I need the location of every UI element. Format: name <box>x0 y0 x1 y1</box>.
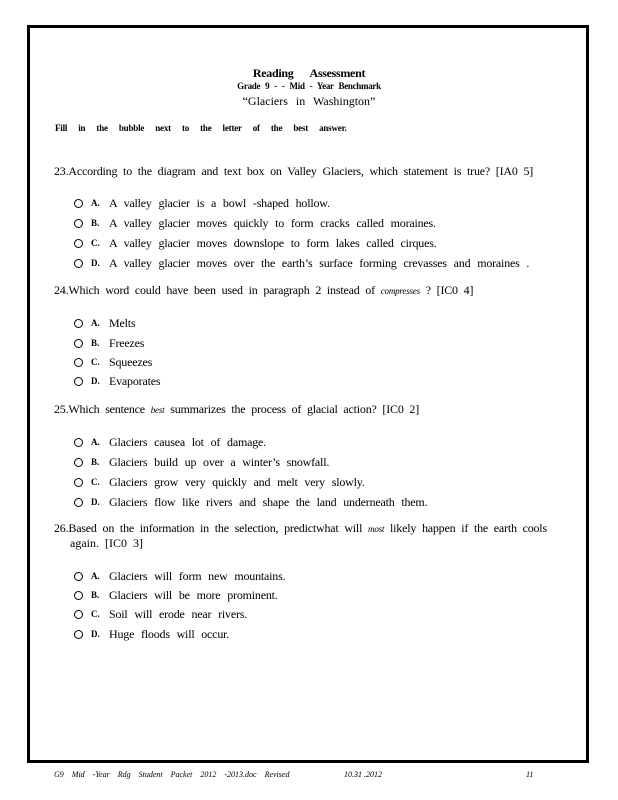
answer-bubble[interactable] <box>74 610 83 619</box>
question-26-line2: again. [IC0 3] <box>70 536 143 550</box>
question-23 <box>54 164 533 179</box>
answer-bubble[interactable] <box>74 458 83 467</box>
question-emphasis: compresses <box>380 286 420 296</box>
answer-bubble[interactable] <box>74 438 83 447</box>
footer-filename: G9 Mid -Year Rdg Student Packet 2012 -2013.doc Revised <box>54 770 290 779</box>
page-title: Reading Assessment <box>252 66 366 80</box>
question-number: 24. <box>54 283 69 297</box>
answer-bubble[interactable] <box>74 498 83 507</box>
option-text: Glaciers flow like rivers and shape the land underneath them. <box>109 494 428 509</box>
option-24-b[interactable] <box>74 335 144 351</box>
option-23-b[interactable] <box>74 215 436 231</box>
answer-bubble[interactable] <box>74 339 83 348</box>
question-number: 25. <box>54 402 69 416</box>
question-24 <box>54 283 473 298</box>
question-text: Which sentence <box>68 402 145 416</box>
option-23-d[interactable] <box>74 255 529 271</box>
option-text: Soil will erode near rivers. <box>109 606 248 621</box>
footer-date: 10.31 .2012 <box>344 770 382 779</box>
option-25-b[interactable] <box>74 454 329 470</box>
option-text: Glaciers will be more prominent. <box>109 587 278 602</box>
option-text: Freezes <box>109 335 145 350</box>
option-letter: D. <box>91 497 100 507</box>
option-letter: C. <box>91 477 100 487</box>
answer-bubble[interactable] <box>74 259 83 268</box>
option-letter: B. <box>91 590 100 600</box>
option-letter: B. <box>91 338 100 348</box>
option-26-b[interactable] <box>74 587 278 603</box>
option-text: Glaciers build up over a winter’s snowfall. <box>109 454 330 469</box>
option-letter: A. <box>91 198 100 208</box>
option-letter: C. <box>91 357 100 367</box>
option-text: A valley glacier is a bowl -shaped hollow. <box>109 195 330 210</box>
instructions: Fill in the bubble next to the letter of the best answer. <box>55 123 347 133</box>
page-border <box>27 25 589 763</box>
question-text-end: summarizes the process of glacial action? [IC0 2] <box>170 402 420 416</box>
option-24-a[interactable] <box>74 315 135 331</box>
question-26 <box>54 521 547 536</box>
option-letter: D. <box>91 376 100 386</box>
option-text: A valley glacier moves quickly to form cracks called moraines. <box>109 215 436 230</box>
question-text: Which word could have been used in paragraph 2 instead of <box>68 283 375 297</box>
answer-bubble[interactable] <box>74 358 83 367</box>
answer-bubble[interactable] <box>74 478 83 487</box>
answer-bubble[interactable] <box>74 630 83 639</box>
option-24-c[interactable] <box>74 354 152 370</box>
option-25-a[interactable] <box>74 434 266 450</box>
answer-bubble[interactable] <box>74 377 83 386</box>
answer-bubble[interactable] <box>74 199 83 208</box>
answer-bubble[interactable] <box>74 572 83 581</box>
answer-bubble[interactable] <box>74 319 83 328</box>
question-number: 23. <box>54 164 69 178</box>
option-23-c[interactable] <box>74 235 437 251</box>
option-24-d[interactable] <box>74 373 160 389</box>
option-25-c[interactable] <box>74 474 365 490</box>
page-subtitle: Grade 9 - - Mid - Year Benchmark <box>237 81 381 91</box>
option-25-d[interactable] <box>74 494 427 510</box>
question-number: 26. <box>54 521 69 535</box>
option-text: Glaciers will form new mountains. <box>109 568 286 583</box>
option-text: Evaporates <box>109 373 161 388</box>
option-letter: D. <box>91 629 100 639</box>
option-letter: B. <box>91 457 100 467</box>
answer-bubble[interactable] <box>74 591 83 600</box>
option-text: Glaciers grow very quickly and melt very slowly. <box>109 474 365 489</box>
option-text: A valley glacier moves over the earth’s surface forming crevasses and moraines . <box>109 255 530 270</box>
option-letter: C. <box>91 238 100 248</box>
answer-bubble[interactable] <box>74 239 83 248</box>
question-text: Based on the information in the selection, predictwhat will <box>68 521 363 535</box>
footer-page-number: 11 <box>526 770 534 779</box>
option-text: Squeezes <box>109 354 153 369</box>
question-text-end: likely happen if the earth cools <box>390 521 547 535</box>
question-text: According to the diagram and text box on Valley Glaciers, which statement is true? [IA0 5] <box>68 164 534 178</box>
option-26-d[interactable] <box>74 626 229 642</box>
option-text: Glaciers causea lot of damage. <box>109 434 266 449</box>
option-letter: C. <box>91 609 100 619</box>
answer-bubble[interactable] <box>74 219 83 228</box>
option-letter: A. <box>91 318 100 328</box>
question-emphasis: best <box>150 405 165 415</box>
option-text: A valley glacier moves downslope to form lakes called cirques. <box>109 235 437 250</box>
question-text-end: ? [IC0 4] <box>425 283 474 297</box>
question-emphasis: most <box>368 524 385 534</box>
question-25 <box>54 402 419 417</box>
option-23-a[interactable] <box>74 195 330 211</box>
option-letter: A. <box>91 437 100 447</box>
option-letter: A. <box>91 571 100 581</box>
option-26-a[interactable] <box>74 568 285 584</box>
passage-title: “Glaciers in Washington” <box>242 94 376 108</box>
option-text: Huge floods will occur. <box>109 626 230 641</box>
option-26-c[interactable] <box>74 606 247 622</box>
option-letter: B. <box>91 218 100 228</box>
option-text: Melts <box>109 315 136 330</box>
option-letter: D. <box>91 258 100 268</box>
